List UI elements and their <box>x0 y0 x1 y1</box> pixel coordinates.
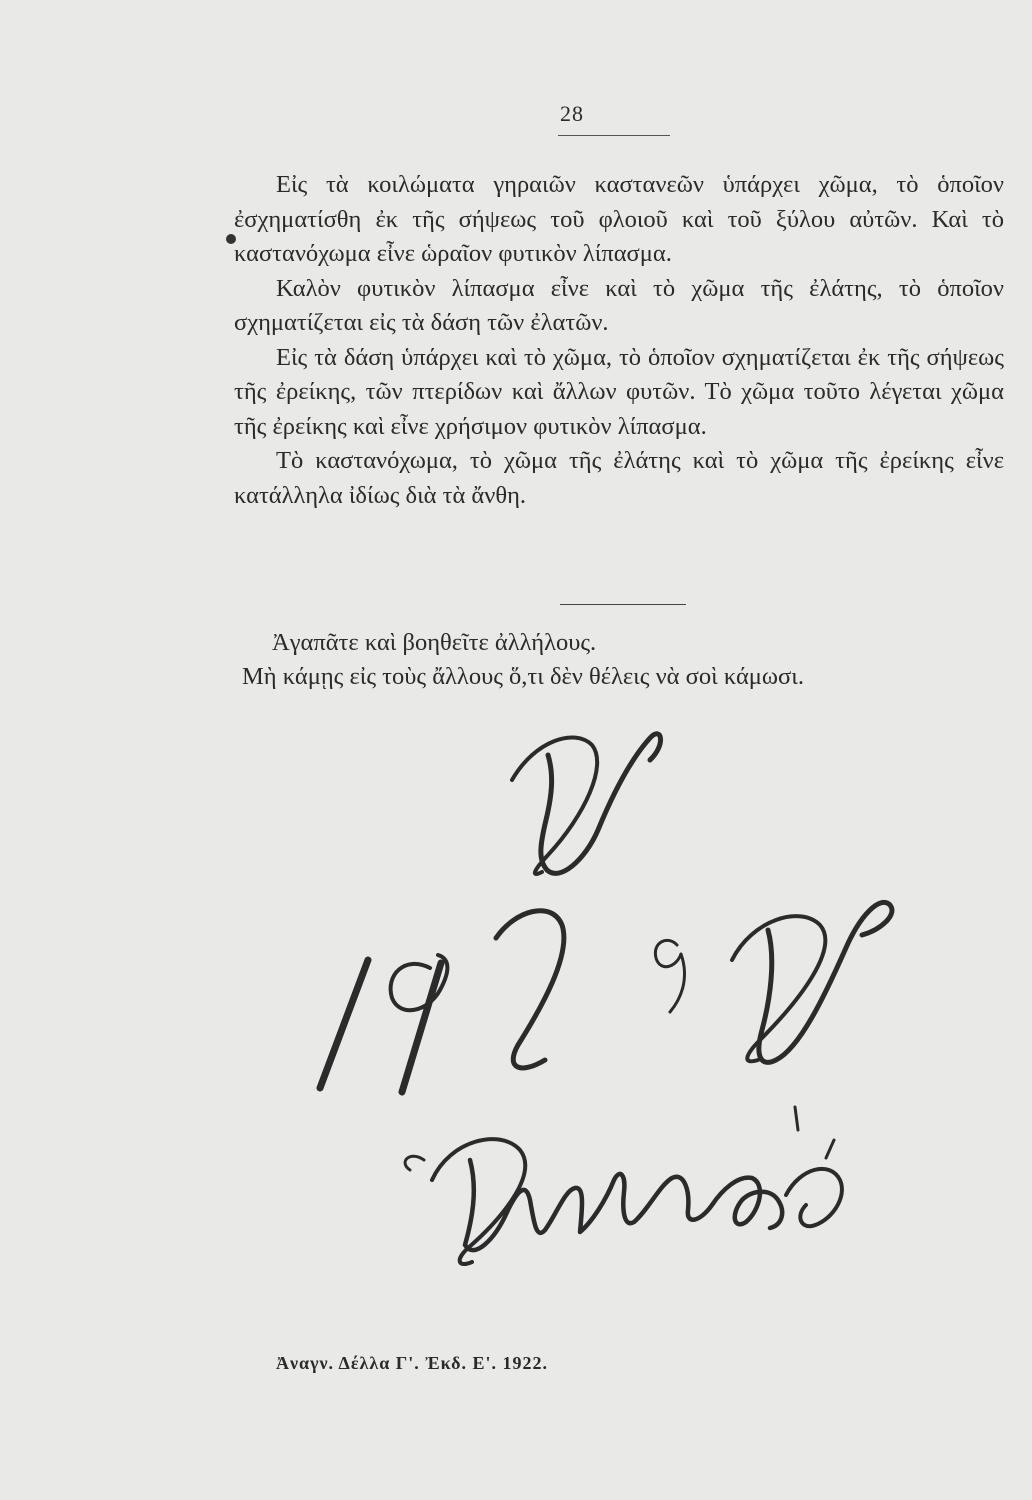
handwriting-stroke <box>465 1160 782 1250</box>
handwriting-stroke <box>512 738 597 875</box>
handwriting-stroke <box>405 1156 424 1170</box>
paragraph-soils-for-flowers: Τὸ καστανόχωμα, τὸ χῶμα τῆς ἐλάτης καὶ τὸ χῶμα τῆς ἐρείκης εἶνε κατάλληλα ἰδίως διὰ τὰ ἄνθη. <box>234 447 1004 509</box>
page-number: 28 <box>560 101 584 126</box>
section-divider <box>560 604 686 605</box>
handwriting-stroke <box>759 902 892 1062</box>
handwriting-stroke <box>432 1139 525 1264</box>
paragraph-fir-soil: Καλὸν φυτικὸν λίπασμα εἶνε καὶ τὸ χῶμα τῆς ἐλάτης, τὸ ὁποῖον σχηματίζεται εἰς τὰ δάση τῶν ἐλατῶν. <box>234 274 1004 336</box>
handwriting-stroke <box>826 1140 834 1158</box>
handwriting-stroke <box>655 940 684 1012</box>
handwriting-stroke <box>402 963 441 1092</box>
motto-line-1: Ἀγαπᾶτε καὶ βοηθεῖτε ἀλλήλους. <box>272 629 597 656</box>
handwriting-stroke <box>320 960 368 1088</box>
handwriting-stroke <box>541 734 661 874</box>
page-number-rule <box>558 135 670 136</box>
publication-footer: Ἀναγν. Δέλλα Γ'. Ἐκδ. Ε'. 1922. <box>276 1353 548 1373</box>
motto-line-2: Μὴ κάμῃς εἰς τοὺς ἄλλους ὅ,τι δὲν θέλεις νὰ σοὶ κάμωσι. <box>242 663 804 690</box>
handwriting-stroke <box>786 1169 842 1226</box>
handwriting-stroke <box>496 911 564 1068</box>
prose-block <box>234 168 1004 513</box>
handwriting-stroke <box>391 955 448 1010</box>
handwriting-stroke <box>732 916 825 1061</box>
paragraph-chestnut-soil: Εἰς τὰ κοιλώματα γηραιῶν καστανεῶν ὑπάρχει χῶμα, τὸ ὁποῖον ἐσχηματίσθη ἐκ τῆς σήψεως τοῦ φλοιοῦ καὶ τοῦ ξύλου αὐτῶν. Καὶ τὸ καστανόχωμα εἶνε ὡραῖον φυτικὸν λίπασμα. <box>234 171 1004 267</box>
handwriting-stroke <box>795 1107 798 1130</box>
paragraph-heather-soil: Εἰς τὰ δάση ὑπάρχει καὶ τὸ χῶμα, τὸ ὁποῖον σχηματίζεται ἐκ τῆς σήψεως τῆς ἐρείκης, τῶν πτερίδων καὶ ἄλλων φυτῶν. Τὸ χῶμα τοῦτο λέγεται χῶμα τῆς ἐρείκης καὶ εἶνε χρήσιμον φυτικὸν λίπασμα. <box>234 343 1004 440</box>
